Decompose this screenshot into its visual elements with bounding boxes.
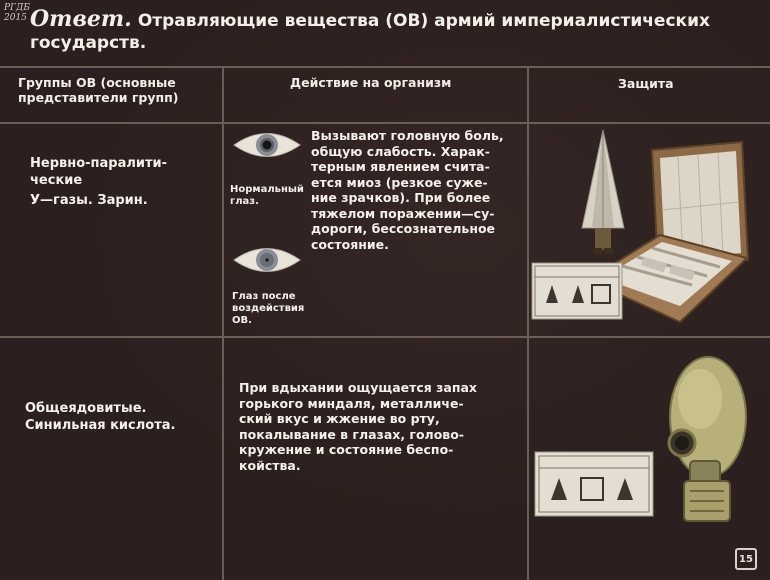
row1-effect-line: терным явлением счита- [311, 159, 490, 174]
row1-effect-text [311, 128, 523, 252]
row2-effect-line: кружение и состояние беспо- [239, 442, 454, 457]
watermark-line2: 2015 [4, 13, 27, 23]
row1-group-name [30, 155, 215, 209]
page-number: 15 [735, 548, 757, 570]
row2-effect-text [239, 380, 519, 473]
eye-affected-caption-line2: воздействия [232, 303, 305, 314]
row2-effect-line: койства. [239, 457, 301, 473]
table-top-border [0, 66, 770, 68]
watermark [4, 3, 30, 23]
eye-normal-icon [232, 128, 302, 162]
row1-effect-line: ется миоз (резкое суже- [311, 174, 488, 190]
header-bottom-border [0, 122, 770, 124]
row2-effect-line: ский вкус и жжение во рту, [239, 411, 440, 426]
eye-affected-icon [232, 243, 302, 277]
page-title [30, 8, 750, 54]
row2-group-name [25, 400, 220, 434]
row2-group-line1: Общеядовитые. [25, 401, 147, 416]
watermark-line1: РГДБ [4, 3, 30, 13]
row1-effect-line: общую слабость. Харак- [311, 143, 490, 159]
eye-normal-caption [230, 184, 310, 208]
row2-effect-line: При вдыхании ощущается запах [239, 380, 477, 395]
eye-normal-caption-line2: глаз. [230, 196, 259, 207]
row-divider [0, 336, 770, 338]
title-answer: Ответ. [30, 6, 132, 32]
header-effect: Действие на организм [290, 75, 452, 90]
row1-effect-line: тяжелом поражении—су- [311, 205, 495, 221]
header-protection: Защита [618, 76, 674, 91]
eye-affected-caption-line3: ОВ. [232, 315, 252, 326]
row2-group-line2: Синильная кислота. [25, 418, 176, 433]
row1-group-line3: У—газы. Зарин. [30, 193, 148, 208]
header-groups: Группы ОВ (основные представители групп) [18, 75, 179, 105]
row1-effect-line: состояние. [311, 236, 389, 252]
row1-group-line2: ческие [30, 173, 83, 188]
column-divider-2 [527, 66, 529, 580]
row2-effect-line: покалывание в глазах, голово- [239, 426, 464, 442]
column-divider-1 [222, 66, 224, 580]
pouch-strip-illustration-2 [535, 452, 653, 516]
gas-mask-icon [660, 355, 750, 525]
row1-effect-line: дороги, бессознательное [311, 221, 496, 236]
row2-effect-line: горького миндаля, металличе- [239, 395, 464, 411]
eye-normal-caption-line1: Нормальный [230, 184, 304, 195]
row1-effect-line: ние зрачков). При более [311, 190, 491, 205]
pouch-strip-illustration [532, 263, 622, 319]
title-text: Отравляющие вещества (ОВ) армий империалистических государств. [30, 11, 710, 53]
eye-affected-caption [232, 291, 312, 327]
row1-effect-line: Вызывают головную боль, [311, 128, 504, 143]
row1-group-line1: Нервно-паралити- [30, 156, 168, 171]
eye-affected-caption-line1: Глаз после [232, 291, 296, 302]
